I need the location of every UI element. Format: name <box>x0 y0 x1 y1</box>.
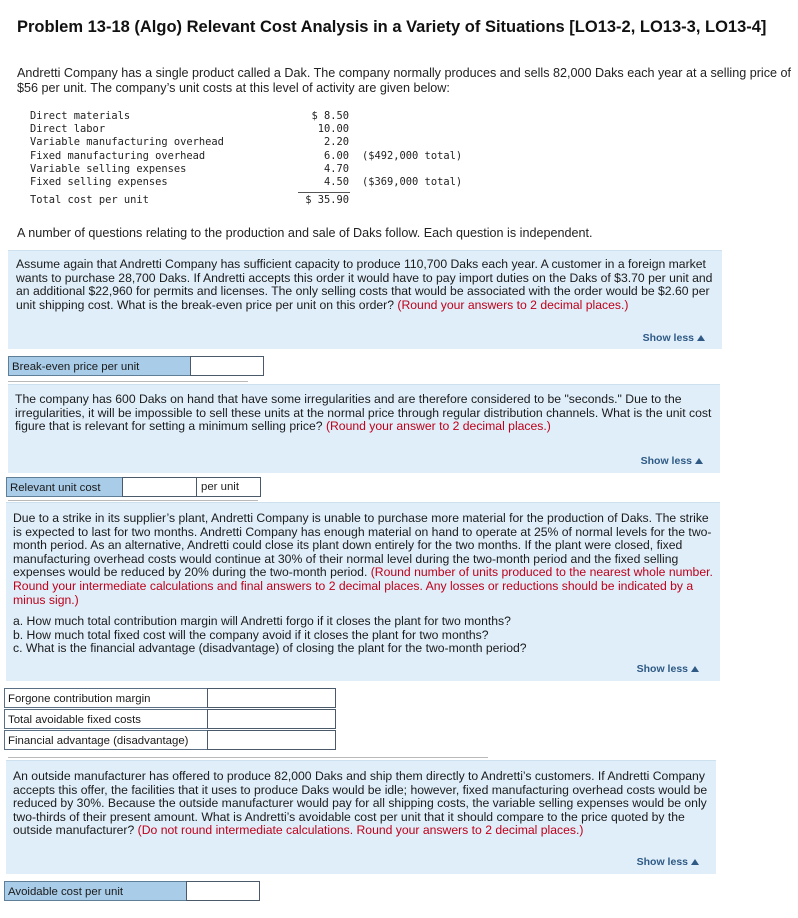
forgone-contribution-margin-input[interactable] <box>207 688 336 708</box>
question-2-text <box>15 393 715 434</box>
triangle-up-icon <box>691 666 699 672</box>
question-4-text <box>13 770 711 838</box>
cost-total: ($492,000 total) <box>362 149 463 162</box>
page-title: Problem 13-18 (Algo) Relevant Cost Analysis in a Variety of Situations [LO13-2, LO13-3, LO13-4] <box>17 18 767 36</box>
question-2-body: The company has 600 Daks on hand that have some irregularities and are therefore considered to be "seconds." Due to the irregularities, it will be impossible to sell these units at the normal price through regular distribution channels. What is the unit cost figure that is relevant for setting a minimum selling price? <box>15 392 712 434</box>
cost-label: Fixed selling expenses <box>30 175 168 188</box>
questions-note: A number of questions relating to the production and sale of Daks follow. Each question is independent. <box>17 226 593 240</box>
cost-amount: $ 8.50 <box>311 110 349 122</box>
cost-label: Direct labor <box>30 123 106 136</box>
show-less-label: Show less <box>640 455 692 467</box>
forgone-contribution-margin-label: Forgone contribution margin <box>4 688 208 708</box>
show-less-label: Show less <box>642 332 694 344</box>
question-3-subquestions <box>13 615 715 656</box>
break-even-price-label: Break-even price per unit <box>8 356 191 376</box>
question-1-instruction: (Round your answers to 2 decimal places.) <box>397 297 629 312</box>
show-less-link[interactable] <box>643 332 705 344</box>
financial-advantage-field[interactable] <box>208 732 335 750</box>
total-avoidable-fixed-costs-label: Total avoidable fixed costs <box>4 709 208 729</box>
cost-amount: 4.70 <box>323 162 349 175</box>
total-avoidable-fixed-costs-field[interactable] <box>208 711 335 729</box>
question-4-box <box>6 760 716 874</box>
subquestion-c: c. What is the financial advantage (disadvantage) of closing the plant for the two-month period? <box>13 641 527 656</box>
show-less-label: Show less <box>636 663 688 675</box>
cost-amount: 6.00 <box>323 149 349 162</box>
question-2-box <box>8 384 720 473</box>
financial-advantage-label: Financial advantage (disadvantage) <box>4 730 208 750</box>
relevant-unit-cost-input[interactable] <box>122 477 197 497</box>
break-even-price-field[interactable] <box>191 358 263 376</box>
total-avoidable-fixed-costs-input[interactable] <box>207 709 336 729</box>
total-label: Total cost per unit <box>30 194 149 207</box>
cost-label: Variable manufacturing overhead <box>30 136 224 149</box>
question-1-text <box>16 258 718 312</box>
avoidable-cost-label: Avoidable cost per unit <box>4 881 187 901</box>
divider <box>8 500 258 501</box>
cost-label: Variable selling expenses <box>30 162 187 175</box>
question-3-box <box>6 502 720 681</box>
question-4-body: An outside manufacturer has offered to produce 82,000 Daks and ship them directly to Andretti’s customers. If Andretti Company accepts this offer, the facilities that it uses to produce Daks would be idle; however, fixed manufacturing overhead costs would be reduced by 30%. Because the outside manufacturer would pay for all shipping costs, the variable selling expenses would be only two-thirds of their present amount. What is Andretti’s avoidable cost per unit that it should compare to the price quoted by the outside manufacturer? <box>13 769 708 838</box>
triangle-up-icon <box>697 335 705 341</box>
question-1-box <box>8 250 722 349</box>
show-less-link[interactable] <box>641 455 703 467</box>
avoidable-cost-field[interactable] <box>187 883 259 901</box>
cost-amount: 4.50 <box>323 175 349 188</box>
sum-rule <box>298 192 350 193</box>
intro-text: Andretti Company has a single product called a Dak. The company normally produces and sells 82,000 Daks each year at a selling price of $56 per unit. The company’s unit costs at this level of activity are given below: <box>17 66 792 95</box>
question-4-instruction: (Do not round intermediate calculations. Round your answers to 2 decimal places.) <box>137 823 584 838</box>
cost-total: ($369,000 total) <box>362 175 463 188</box>
relevant-unit-cost-label: Relevant unit cost <box>6 477 123 497</box>
question-3-body: Due to a strike in its supplier’s plant, Andretti Company is unable to purchase more material for the production of Daks. The strike is expected to last for two months. Andretti Company has enough material on hand to operate at 25% of normal levels for the two-month period. As an alternative, Andretti could close its plant down entirely for the two months. If the plant were closed, fixed manufacturing overhead costs would continue at 30% of their normal level during the two-month period and the fixed selling expenses would be reduced by 20% during the two-month period. <box>13 511 712 580</box>
question-1-body: Assume again that Andretti Company has sufficient capacity to produce 110,700 Daks each year. A customer in a foreign market wants to purchase 28,700 Daks. If Andretti accepts this order it would have to pay import duties on the Daks of $3.70 per unit and an additional $22,960 for permits and licenses. The only selling costs that would be associated with the order would be $2.60 per unit shipping cost. What is the break-even price per unit on this order? <box>16 257 713 312</box>
question-2-instruction: (Round your answer to 2 decimal places.) <box>325 419 551 434</box>
per-unit-label: per unit <box>196 477 261 497</box>
triangle-up-icon <box>695 458 703 464</box>
show-less-link[interactable] <box>637 663 699 675</box>
show-less-link[interactable] <box>637 856 699 868</box>
divider <box>8 381 248 382</box>
cost-amount: 10.00 <box>317 123 349 136</box>
divider <box>8 757 488 758</box>
avoidable-cost-input[interactable] <box>186 881 260 901</box>
cost-label: Fixed manufacturing overhead <box>30 149 206 162</box>
question-3-text <box>13 512 715 607</box>
triangle-up-icon <box>691 859 699 865</box>
show-less-label: Show less <box>636 856 688 868</box>
subquestion-b: b. How much total fixed cost will the company avoid if it closes the plant for two months? <box>13 627 489 642</box>
total-amount: $ 35.90 <box>305 194 349 207</box>
financial-advantage-input[interactable] <box>207 730 336 750</box>
relevant-unit-cost-field[interactable] <box>123 479 196 497</box>
cost-label: Direct materials <box>30 110 131 122</box>
subquestion-a: a. How much total contribution margin will Andretti forgo if it closes the plant for two months? <box>13 614 511 628</box>
forgone-contribution-margin-field[interactable] <box>208 690 335 708</box>
question-3-instruction: (Round number of units produced to the nearest whole number. Round your intermediate calculations and final answers to 2 decimal places. Any losses or reductions should be indicated by a minus sign.) <box>13 565 713 607</box>
break-even-price-input[interactable] <box>190 356 264 376</box>
cost-amount: 2.20 <box>323 136 349 149</box>
